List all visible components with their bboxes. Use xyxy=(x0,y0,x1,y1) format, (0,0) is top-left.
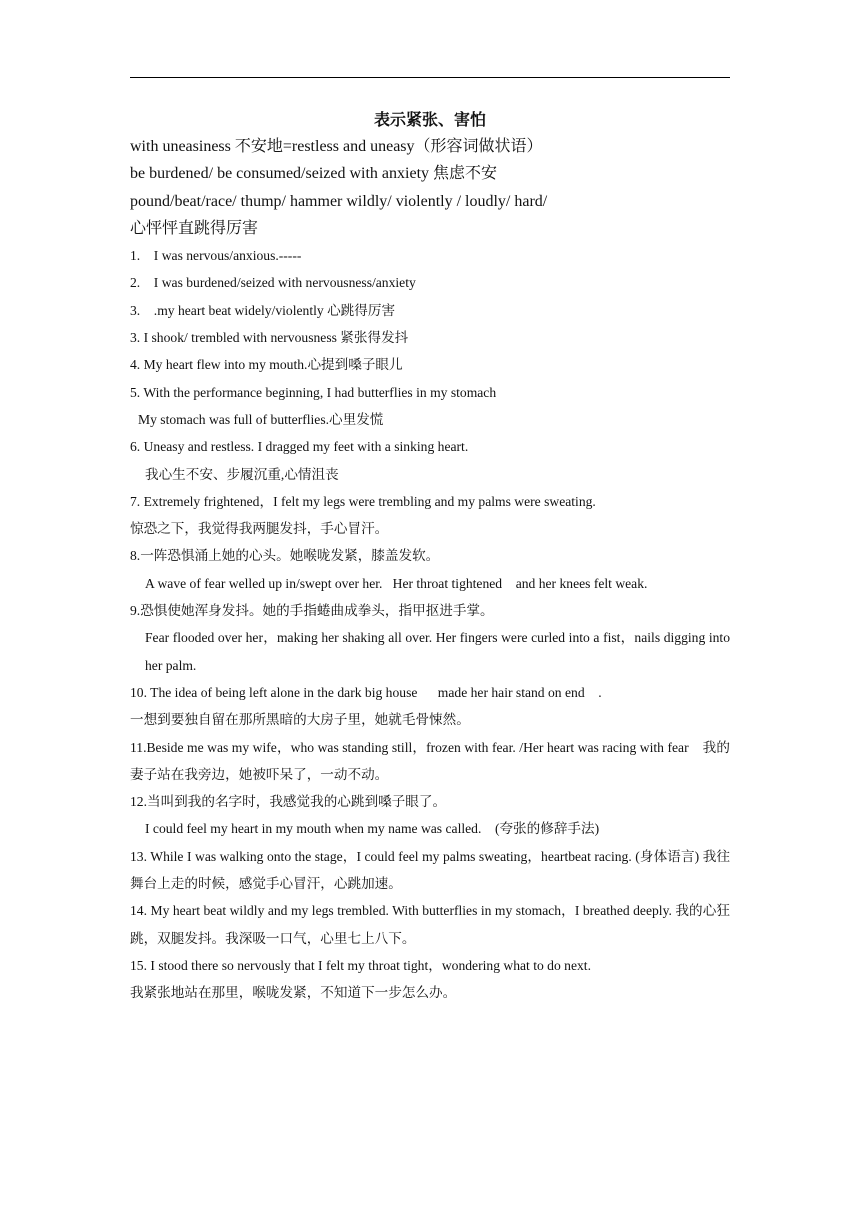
example-line: 8.一阵恐惧涌上她的心头。她喉咙发紧，膝盖发软。 xyxy=(130,548,440,564)
translation-line: I could feel my heart in my mouth when my name was called. (夸张的修辞手法) xyxy=(145,821,600,837)
example-line: 12.当叫到我的名字时，我感觉我的心跳到嗓子眼了。 xyxy=(130,794,447,810)
example-line: My stomach was full of butterflies.心里发慌 xyxy=(138,411,384,427)
translation-line: 我心生不安、步履沉重,心情沮丧 xyxy=(145,466,339,482)
example-line: 4. My heart flew into my mouth.心提到嗓子眼儿 xyxy=(130,357,403,373)
example-line: 10. The idea of being left alone in the dark big house made her hair stand on end . xyxy=(130,684,602,700)
example-line: 2. I was burdened/seized with nervousness/anxiety xyxy=(130,275,416,291)
intro-line-3: pound/beat/race/ thump/ hammer wildly/ violently / loudly/ hard/ xyxy=(130,192,548,210)
header-rule xyxy=(130,77,730,78)
translation-line: 一想到要独自留在那所黑暗的大房子里，她就毛骨悚然。 xyxy=(130,712,470,728)
example-line: 3. I shook/ trembled with nervousness 紧张得发抖 xyxy=(130,330,409,346)
translation-line: A wave of fear welled up in/swept over her. Her throat tightened and her knees felt weak. xyxy=(145,575,648,591)
example-line: 14. My heart beat wildly and my legs trembled. With butterflies in my stomach，I breathed deeply. 我的心狂跳，双腿发抖。我深吸一口气，心里七上八下。 xyxy=(130,903,730,946)
example-line: 11.Beside me was my wife，who was standing still，frozen with fear. /Her heart was racing with fear 我的妻子站在我旁边，她被吓呆了，一动不动。 xyxy=(130,739,730,782)
example-line: 13. While I was walking onto the stage，I could feel my palms sweating，heartbeat racing. (身体语言) 我往舞台上走的时候，感觉手心冒汗，心跳加速。 xyxy=(130,848,730,892)
example-line: 7. Extremely frightened，I felt my legs were trembling and my palms were sweating. xyxy=(130,493,596,509)
intro-line-4: 心怦怦直跳得厉害 xyxy=(130,219,259,237)
translation-line: 惊恐之下，我觉得我两腿发抖，手心冒汗。 xyxy=(130,521,389,537)
example-line: 15. I stood there so nervously that I felt my throat tight，wondering what to do next. xyxy=(130,957,591,973)
example-line: 3. .my heart beat widely/violently 心跳得厉害 xyxy=(130,302,396,318)
translation-line: Fear flooded over her，making her shaking all over. Her fingers were curled into a fist，nails digging into her palm. xyxy=(145,630,730,673)
document-body xyxy=(130,106,730,1007)
example-line: 1. I was nervous/anxious.----- xyxy=(130,248,302,264)
example-line: 9.恐惧使她浑身发抖。她的手指蜷曲成拳头，指甲抠进手掌。 xyxy=(130,603,494,619)
intro-line-2: be burdened/ be consumed/seized with anxiety 焦虑不安 xyxy=(130,165,498,183)
example-line: 6. Uneasy and restless. I dragged my feet with a sinking heart. xyxy=(130,439,469,455)
translation-line: 我紧张地站在那里，喉咙发紧，不知道下一步怎么办。 xyxy=(130,985,457,1001)
intro-line-1: with uneasiness 不安地=restless and uneasy（形容词做状语） xyxy=(130,138,543,155)
example-line: 5. With the performance beginning, I had butterflies in my stomach xyxy=(130,384,497,400)
page-title: 表示紧张、害怕 xyxy=(373,110,486,129)
